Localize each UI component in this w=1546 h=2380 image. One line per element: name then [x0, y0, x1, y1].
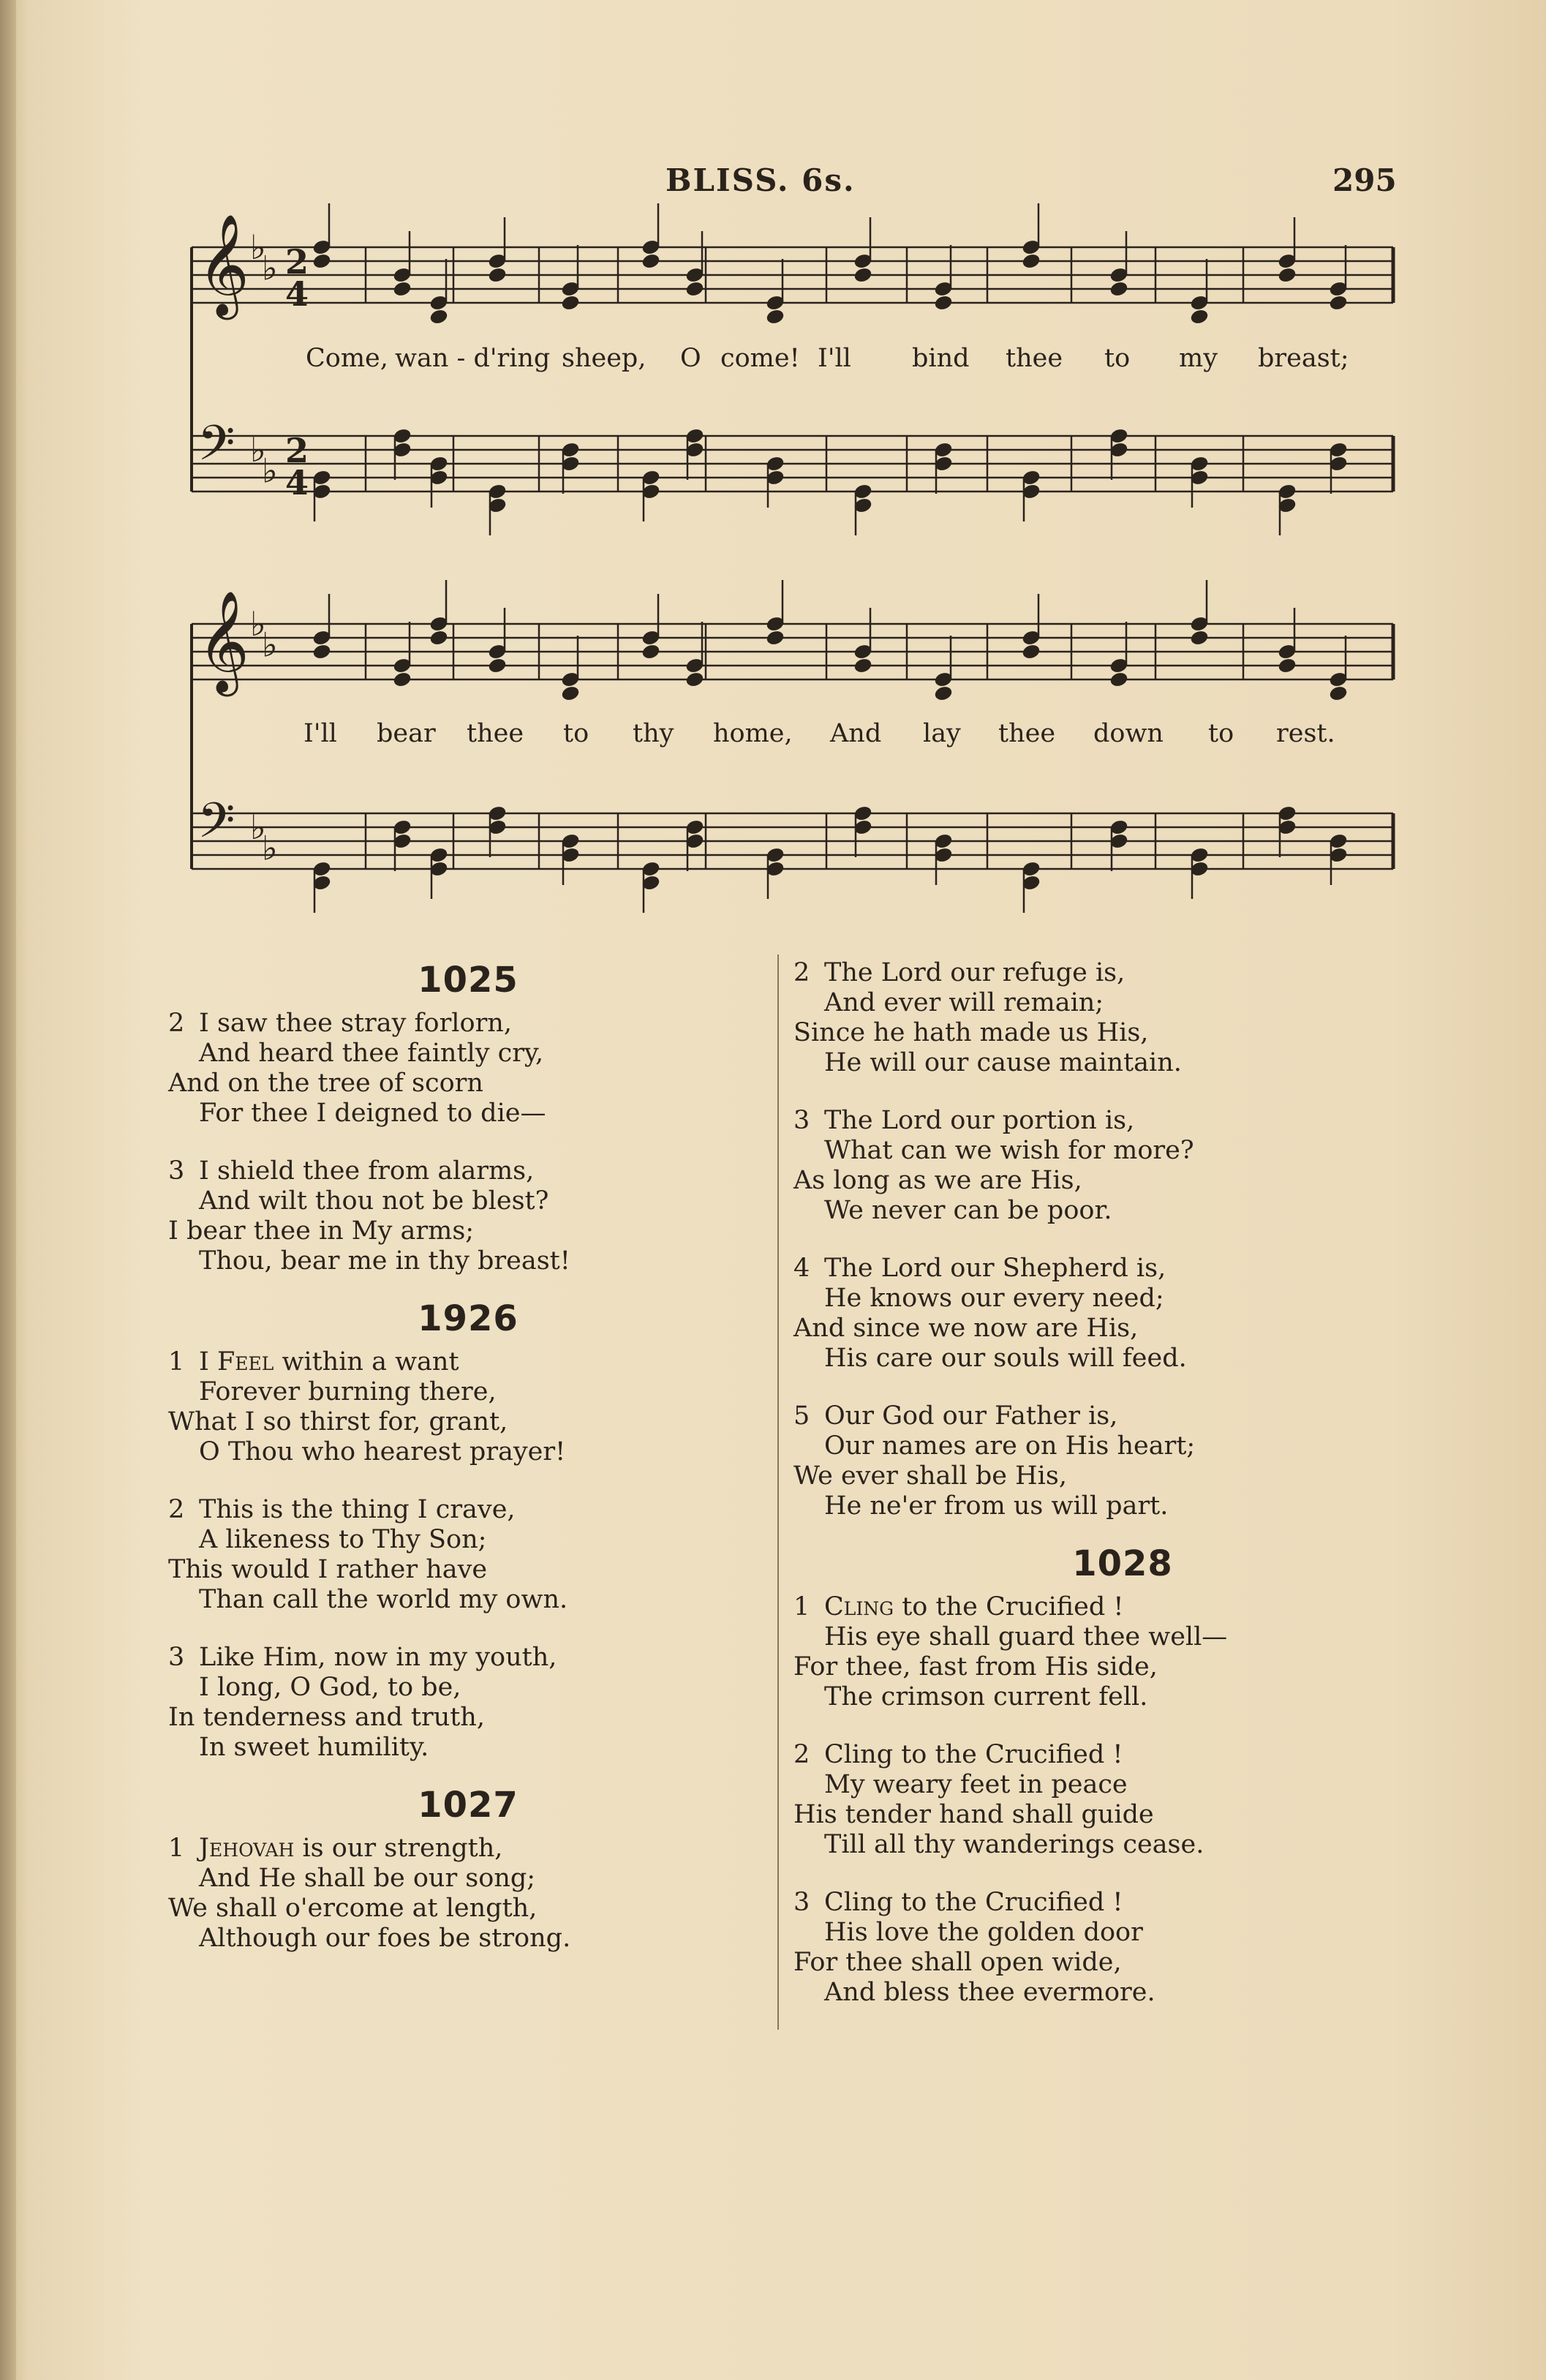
verse-text: I bear thee in My arms; [168, 1216, 475, 1246]
verse-text: Cling to the Crucified ! [824, 1888, 1123, 1917]
note-head [853, 267, 872, 284]
flat-sign-icon: ♭ [250, 227, 266, 267]
verse-text: is our strength, [294, 1834, 503, 1863]
verse [793, 1106, 1452, 1226]
bass-clef-icon: 𝄢 [197, 792, 235, 861]
lyric-word: to [1104, 344, 1131, 373]
flat-sign-icon: ♭ [262, 248, 278, 288]
verse [793, 1888, 1452, 2008]
verse-first-word: Jehovah [199, 1834, 295, 1863]
note-head [766, 309, 785, 325]
verse-line [168, 1585, 768, 1615]
note-head [312, 644, 331, 660]
verse [168, 1834, 768, 1954]
time-signature-bottom: 4 [285, 274, 309, 314]
flat-sign-icon: ♭ [262, 828, 278, 868]
verse [168, 1156, 768, 1276]
flat-sign-icon: ♭ [250, 807, 266, 847]
lyric-word: to [1208, 719, 1234, 748]
verse-line [168, 1894, 768, 1924]
verse-line [793, 1166, 1452, 1196]
verse-text: And He shall be our song; [199, 1864, 536, 1893]
verse-text: Cling to the Crucified ! [824, 1740, 1123, 1769]
verse [168, 1495, 768, 1615]
verse-line [168, 1407, 768, 1437]
hymn-number: 1025 [418, 960, 519, 1001]
verse-line [793, 1770, 1452, 1800]
lyric-word: rest. [1276, 719, 1335, 748]
verse-line [168, 1555, 768, 1585]
verse-text: His eye shall guard thee well— [824, 1622, 1228, 1652]
note-head [1278, 267, 1297, 284]
verse-line [168, 1525, 768, 1555]
verse-text: The Lord our refuge is, [824, 958, 1125, 987]
note-head [1109, 671, 1128, 688]
verse-line [168, 1099, 768, 1129]
lyric-word: thy [633, 719, 674, 748]
flat-sign-icon: ♭ [262, 451, 278, 491]
verse-number: 4 [793, 1254, 810, 1283]
lyric-word: I'll [303, 719, 337, 748]
verse-number: 5 [793, 1401, 810, 1431]
treble-clef-icon: 𝄞 [197, 590, 249, 693]
verse-line [793, 1048, 1452, 1078]
verse-text: The crimson current fell. [824, 1682, 1148, 1711]
verse-text: Till all thy wanderings cease. [824, 1830, 1204, 1859]
verse-line [793, 1284, 1452, 1314]
verse-number: 2 [793, 958, 810, 987]
lyrics-line-2 [0, 719, 1546, 756]
verse [793, 1592, 1452, 1712]
verse-line [793, 1622, 1452, 1652]
verse-number: 2 [168, 1009, 185, 1038]
verse-text: His tender hand shall guide [793, 1800, 1154, 1829]
hymn-number: 1926 [418, 1298, 519, 1339]
note-head [488, 267, 507, 284]
note-head [429, 630, 448, 647]
lyric-word: Come, [306, 344, 388, 373]
verse-number: 1 [168, 1834, 185, 1863]
page-number: 295 [1332, 162, 1397, 198]
lyric-word: lay [923, 719, 961, 748]
lyrics-line-1 [0, 344, 1546, 380]
lyric-word: I'll [818, 344, 851, 373]
verse-text: This is the thing I crave, [199, 1495, 516, 1524]
verse [168, 1347, 768, 1467]
flat-sign-icon: ♭ [250, 604, 266, 644]
note-head [312, 253, 331, 270]
verse-text: Like Him, now in my youth, [199, 1643, 557, 1672]
verse-line [793, 988, 1452, 1018]
verse-text: I long, O God, to be, [199, 1673, 461, 1702]
verse-line [168, 1834, 768, 1864]
verse-text: For thee shall open wide, [793, 1948, 1122, 1977]
verse-line [793, 1978, 1452, 2008]
verse-line [168, 1643, 768, 1673]
verse-text: In tenderness and truth, [168, 1703, 485, 1732]
verse-line [793, 1254, 1452, 1284]
verse-text: within a want [274, 1347, 459, 1377]
verse-text: His love the golden door [824, 1918, 1143, 1947]
verse [168, 1643, 768, 1763]
lyric-word: my [1179, 344, 1218, 373]
verse-text: This would I rather have [168, 1555, 488, 1584]
verse-text: For thee I deigned to die— [199, 1099, 546, 1128]
verse-line [168, 1216, 768, 1246]
verse-line [793, 1106, 1452, 1136]
verse-text: And ever will remain; [824, 988, 1104, 1017]
verse-line [793, 1682, 1452, 1712]
verse-line [168, 1009, 768, 1039]
lyric-word: home, [713, 719, 793, 748]
verse-text: Forever burning there, [199, 1377, 497, 1406]
time-signature-bottom: 4 [285, 463, 309, 502]
verse-line [168, 1864, 768, 1894]
note-head [1190, 309, 1209, 325]
time-signature-top: 2 [285, 431, 309, 470]
verse-text: A likeness to Thy Son; [199, 1525, 487, 1554]
verse-number: 2 [168, 1495, 185, 1524]
verse [793, 1401, 1452, 1521]
verse-text: As long as we are His, [793, 1166, 1082, 1195]
lyric-word: thee [1006, 344, 1063, 373]
verse-line [168, 1673, 768, 1703]
verse-text: The Lord our portion is, [824, 1106, 1135, 1135]
verse-text: And since we now are His, [793, 1314, 1139, 1343]
verse-text: We ever shall be His, [793, 1461, 1067, 1491]
verse-first-word: I Feel [199, 1347, 274, 1377]
hymn-number: 1028 [1072, 1543, 1173, 1584]
lyric-word: thee [467, 719, 524, 748]
verse-line [168, 1039, 768, 1069]
music-score [0, 0, 1546, 944]
time-signature-top: 2 [285, 242, 309, 282]
note-head [934, 295, 953, 312]
verse-line [793, 1800, 1452, 1830]
note-head [1190, 630, 1209, 647]
lyric-word: come! [720, 344, 800, 373]
verse-line [793, 1740, 1452, 1770]
hymn-number: 1027 [418, 1785, 519, 1826]
lyric-word: sheep, [562, 344, 646, 373]
note-head [641, 644, 660, 660]
verse [793, 1740, 1452, 1860]
verse-line [793, 1401, 1452, 1431]
right-hymn-column [793, 958, 1452, 2036]
verse-line [793, 1461, 1452, 1491]
verse-line [793, 1491, 1452, 1521]
note-head [1329, 685, 1348, 702]
verse-line [793, 1918, 1452, 1948]
verse-line [793, 1652, 1452, 1682]
lyric-word: bind [912, 344, 970, 373]
lyric-word: bear [377, 719, 436, 748]
verse-line [793, 1830, 1452, 1860]
lyric-word: to [563, 719, 589, 748]
verse-text: He will our cause maintain. [824, 1048, 1182, 1077]
verse-line [168, 1186, 768, 1216]
verse-text: He knows our every need; [824, 1284, 1164, 1313]
verse-line [793, 1431, 1452, 1461]
verse-text: He ne'er from us will part. [824, 1491, 1169, 1521]
verse-line [168, 1156, 768, 1186]
treble-clef-icon: 𝄞 [197, 214, 249, 316]
verse-number: 1 [793, 1592, 810, 1622]
note-head [429, 309, 448, 325]
verse-line [793, 1592, 1452, 1622]
verse-text: to the Crucified ! [894, 1592, 1124, 1622]
verse-text: Than call the world my own. [199, 1585, 568, 1614]
verse-text: What I so thirst for, grant, [168, 1407, 508, 1436]
verse-text: O Thou who hearest prayer! [199, 1437, 566, 1466]
verse-text: Although our foes be strong. [199, 1924, 571, 1953]
verse-line [793, 1888, 1452, 1918]
verse [793, 958, 1452, 1078]
verse-text: Our names are on His heart; [824, 1431, 1196, 1461]
lyric-word: breast; [1258, 344, 1349, 373]
note-head [853, 658, 872, 674]
verse-text: Thou, bear me in thy breast! [199, 1246, 570, 1276]
column-divider [777, 954, 779, 2030]
tune-title: BLISS. 6s. [665, 162, 856, 198]
note-head [1022, 253, 1041, 270]
note-head [393, 281, 412, 298]
note-head [766, 630, 785, 647]
verse-line [793, 1344, 1452, 1374]
verse-text: For thee, fast from His side, [793, 1652, 1158, 1682]
note-head [1329, 295, 1348, 312]
note-head [1109, 281, 1128, 298]
verse-first-word: Cling [824, 1592, 894, 1622]
verse-text: In sweet humility. [199, 1733, 429, 1762]
note-head [685, 671, 704, 688]
verse-line [168, 1703, 768, 1733]
lyric-word: wan - d'ring [395, 344, 551, 373]
note-head [488, 658, 507, 674]
verse-line [168, 1246, 768, 1276]
verse-line [168, 1347, 768, 1377]
verse-number: 3 [793, 1106, 810, 1135]
verse-text: I saw thee stray forlorn, [199, 1009, 512, 1038]
verse-text: His care our souls will feed. [824, 1344, 1187, 1373]
verse-line [168, 1733, 768, 1763]
note-head [934, 685, 953, 702]
verse-line [168, 1377, 768, 1407]
left-hymn-column [168, 958, 768, 1981]
verse-text: And heard thee faintly cry, [199, 1039, 544, 1068]
verse-number: 3 [168, 1643, 185, 1672]
lyric-word: down [1093, 719, 1164, 748]
verse-text: We shall o'ercome at length, [168, 1894, 538, 1923]
verse-text: Our God our Father is, [824, 1401, 1118, 1431]
lyric-word: And [830, 719, 882, 748]
verse-line [168, 1437, 768, 1467]
verse-text: And bless thee evermore. [824, 1978, 1155, 2007]
verse-number: 3 [793, 1888, 810, 1917]
verse-text: The Lord our Shepherd is, [824, 1254, 1166, 1283]
verse-text: Since he hath made us His, [793, 1018, 1149, 1047]
verse-text: And wilt thou not be blest? [199, 1186, 549, 1216]
verse-text: We never can be poor. [824, 1196, 1112, 1225]
lyric-word: O [680, 344, 701, 373]
verse-line [793, 1948, 1452, 1978]
note-head [1022, 644, 1041, 660]
note-head [1278, 658, 1297, 674]
verse-line [793, 1018, 1452, 1048]
verse-line [168, 1924, 768, 1954]
note-head [685, 281, 704, 298]
flat-sign-icon: ♭ [250, 430, 266, 470]
note-head [561, 685, 580, 702]
verse-text: What can we wish for more? [824, 1136, 1194, 1165]
verse-text: And on the tree of scorn [168, 1069, 483, 1098]
note-head [561, 295, 580, 312]
lyric-word: thee [998, 719, 1056, 748]
verse-line [168, 1495, 768, 1525]
verse-text: I shield thee from alarms, [199, 1156, 535, 1186]
verse-number: 3 [168, 1156, 185, 1186]
verse-line [793, 958, 1452, 988]
verse-line [793, 1136, 1452, 1166]
verse [793, 1254, 1452, 1374]
note-head [393, 671, 412, 688]
verse-line [793, 1314, 1452, 1344]
verse-line [793, 1196, 1452, 1226]
verse-number: 2 [793, 1740, 810, 1769]
note-head [641, 253, 660, 270]
bass-clef-icon: 𝄢 [197, 415, 235, 483]
flat-sign-icon: ♭ [262, 625, 278, 665]
verse-line [168, 1069, 768, 1099]
verse-text: My weary feet in peace [824, 1770, 1128, 1799]
verse [168, 1009, 768, 1129]
verse-number: 1 [168, 1347, 185, 1377]
